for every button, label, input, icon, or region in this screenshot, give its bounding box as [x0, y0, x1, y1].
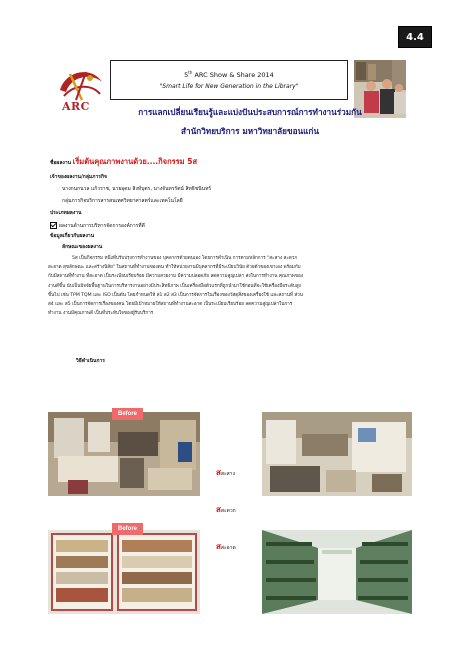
- s-label-saard: สสะอาด: [216, 542, 236, 551]
- event-subtitle: "Smart Life for New Generation in the Library": [159, 83, 299, 91]
- paragraph-line: กับมีสถานที่ทำงาน ที่สะอาด เป็นระเบียบเรียบร้อย มีความสวยงาม มีความปลอดภัย ลดความสูญเปล่า ส่งในการทำงาน คุณภาพของ: [48, 274, 303, 280]
- characteristics-label: ลักษณะของผลงาน: [62, 244, 103, 250]
- header-title-line2: สำนักวิทยบริการ มหาวิทยาลัยขอนแก่น: [181, 126, 319, 136]
- info-label: ข้อมูลเกี่ยวกับผลงาน: [50, 233, 95, 239]
- work-type-label: ประเภทผลงาน: [50, 210, 82, 216]
- logo-text: ARC: [62, 100, 90, 113]
- before-badge-2: Before: [112, 523, 143, 535]
- owner-group: กลุ่มภารกิจบริการสารสนเทศวิทยาศาสตร์และเทคโนโลยี: [62, 198, 183, 204]
- owner-label: เจ้าของผลงาน/กลุ่มภารกิจ: [50, 174, 107, 180]
- after-photo-2: [262, 530, 412, 614]
- before-photo-1: [48, 412, 200, 496]
- paragraph-line: ขึ้นไป เช่น TPM TQM และ ISO เป็นต้น โดยกำหนดให้ ส1 ส2 ส3 เป็นการจัดการในเรื่องของวัสดุสิ่งของเครื่องใช้ และสถานที่ ส่วน: [48, 292, 303, 298]
- s-label-sasang: สสะสาง: [216, 468, 235, 477]
- work-type-value: ผลงานด้านการบริหารจัดการองค์การที่ดี: [59, 223, 145, 229]
- before-badge-1: Before: [112, 408, 143, 420]
- paragraph-line: 5ส เป็นกิจกรรม หนึ่งที่ปรับปรุงการทำงานของ บุคลากรด้วยตนเอง โดยการดำเนิน การตามหลักการ "สะสาง สะดวก: [72, 256, 298, 261]
- s-label-saduak: สสะดวก: [216, 505, 236, 514]
- work-name-value: เริ่มต้นคุณภาพงานด้วย....กิจกรรม 5ส: [72, 157, 198, 166]
- event-title: 5th ARC Show & Share 2014: [184, 70, 274, 80]
- header-title-line1: การแลกเปลี่ยนเรียนรู้และแบ่งปันประสบการณ์การทำงานร่วมกัน: [138, 107, 362, 117]
- description-paragraph: [48, 254, 410, 318]
- work-type-row: [50, 222, 145, 230]
- paragraph-line: งานดีขึ้น นับเป็นปัจจัยพื้นฐานในการบริหารงานอย่างมีประสิทธิภาพ เป็นเครื่องมือตัวแรกที่ถูกนำมาใช้ก่อนที่จะใช้เครื่องมือระดับสูง: [48, 283, 301, 289]
- page-number-badge: 4.4: [398, 26, 432, 48]
- checked-box-icon: [50, 222, 57, 229]
- paragraph-line: ส4 และ ส5 เป็นการจัดการเรื่องของคน โดยมีเป้าหมายให้สถานที่ทำงานสะอาด เป็นระเบียบเรียบร้อย ลดความสูญเปล่าในการ: [48, 302, 293, 308]
- method-label: วิธีดำเนินการ: [76, 358, 105, 364]
- paragraph-line: สะอาด สุขลักษณะ และสร้างนิสัย" ในสถานที่ทำงานของตน ทำให้หน่วยงานมีบุคลากรที่มีระเบียบวินัย ด้วยตัวของเขาเอง พร้อมกับ: [48, 265, 301, 271]
- work-name-label: ชื่อผลงาน: [50, 160, 72, 166]
- before-photo-2: [48, 530, 200, 614]
- paragraph-line: ทำงาน งานมีคุณภาพดี เป็นที่ประทับใจของผู้รับบริการ: [48, 311, 154, 317]
- event-title-box: [110, 60, 348, 100]
- after-photo-1: [262, 412, 412, 496]
- work-name-row: [50, 158, 197, 167]
- owner-names: นางกนกนวล แก้วราช, นายอุดม สิงห์บุตร, นางจันทรรัตน์ สิทธิชนินทร์: [62, 186, 212, 192]
